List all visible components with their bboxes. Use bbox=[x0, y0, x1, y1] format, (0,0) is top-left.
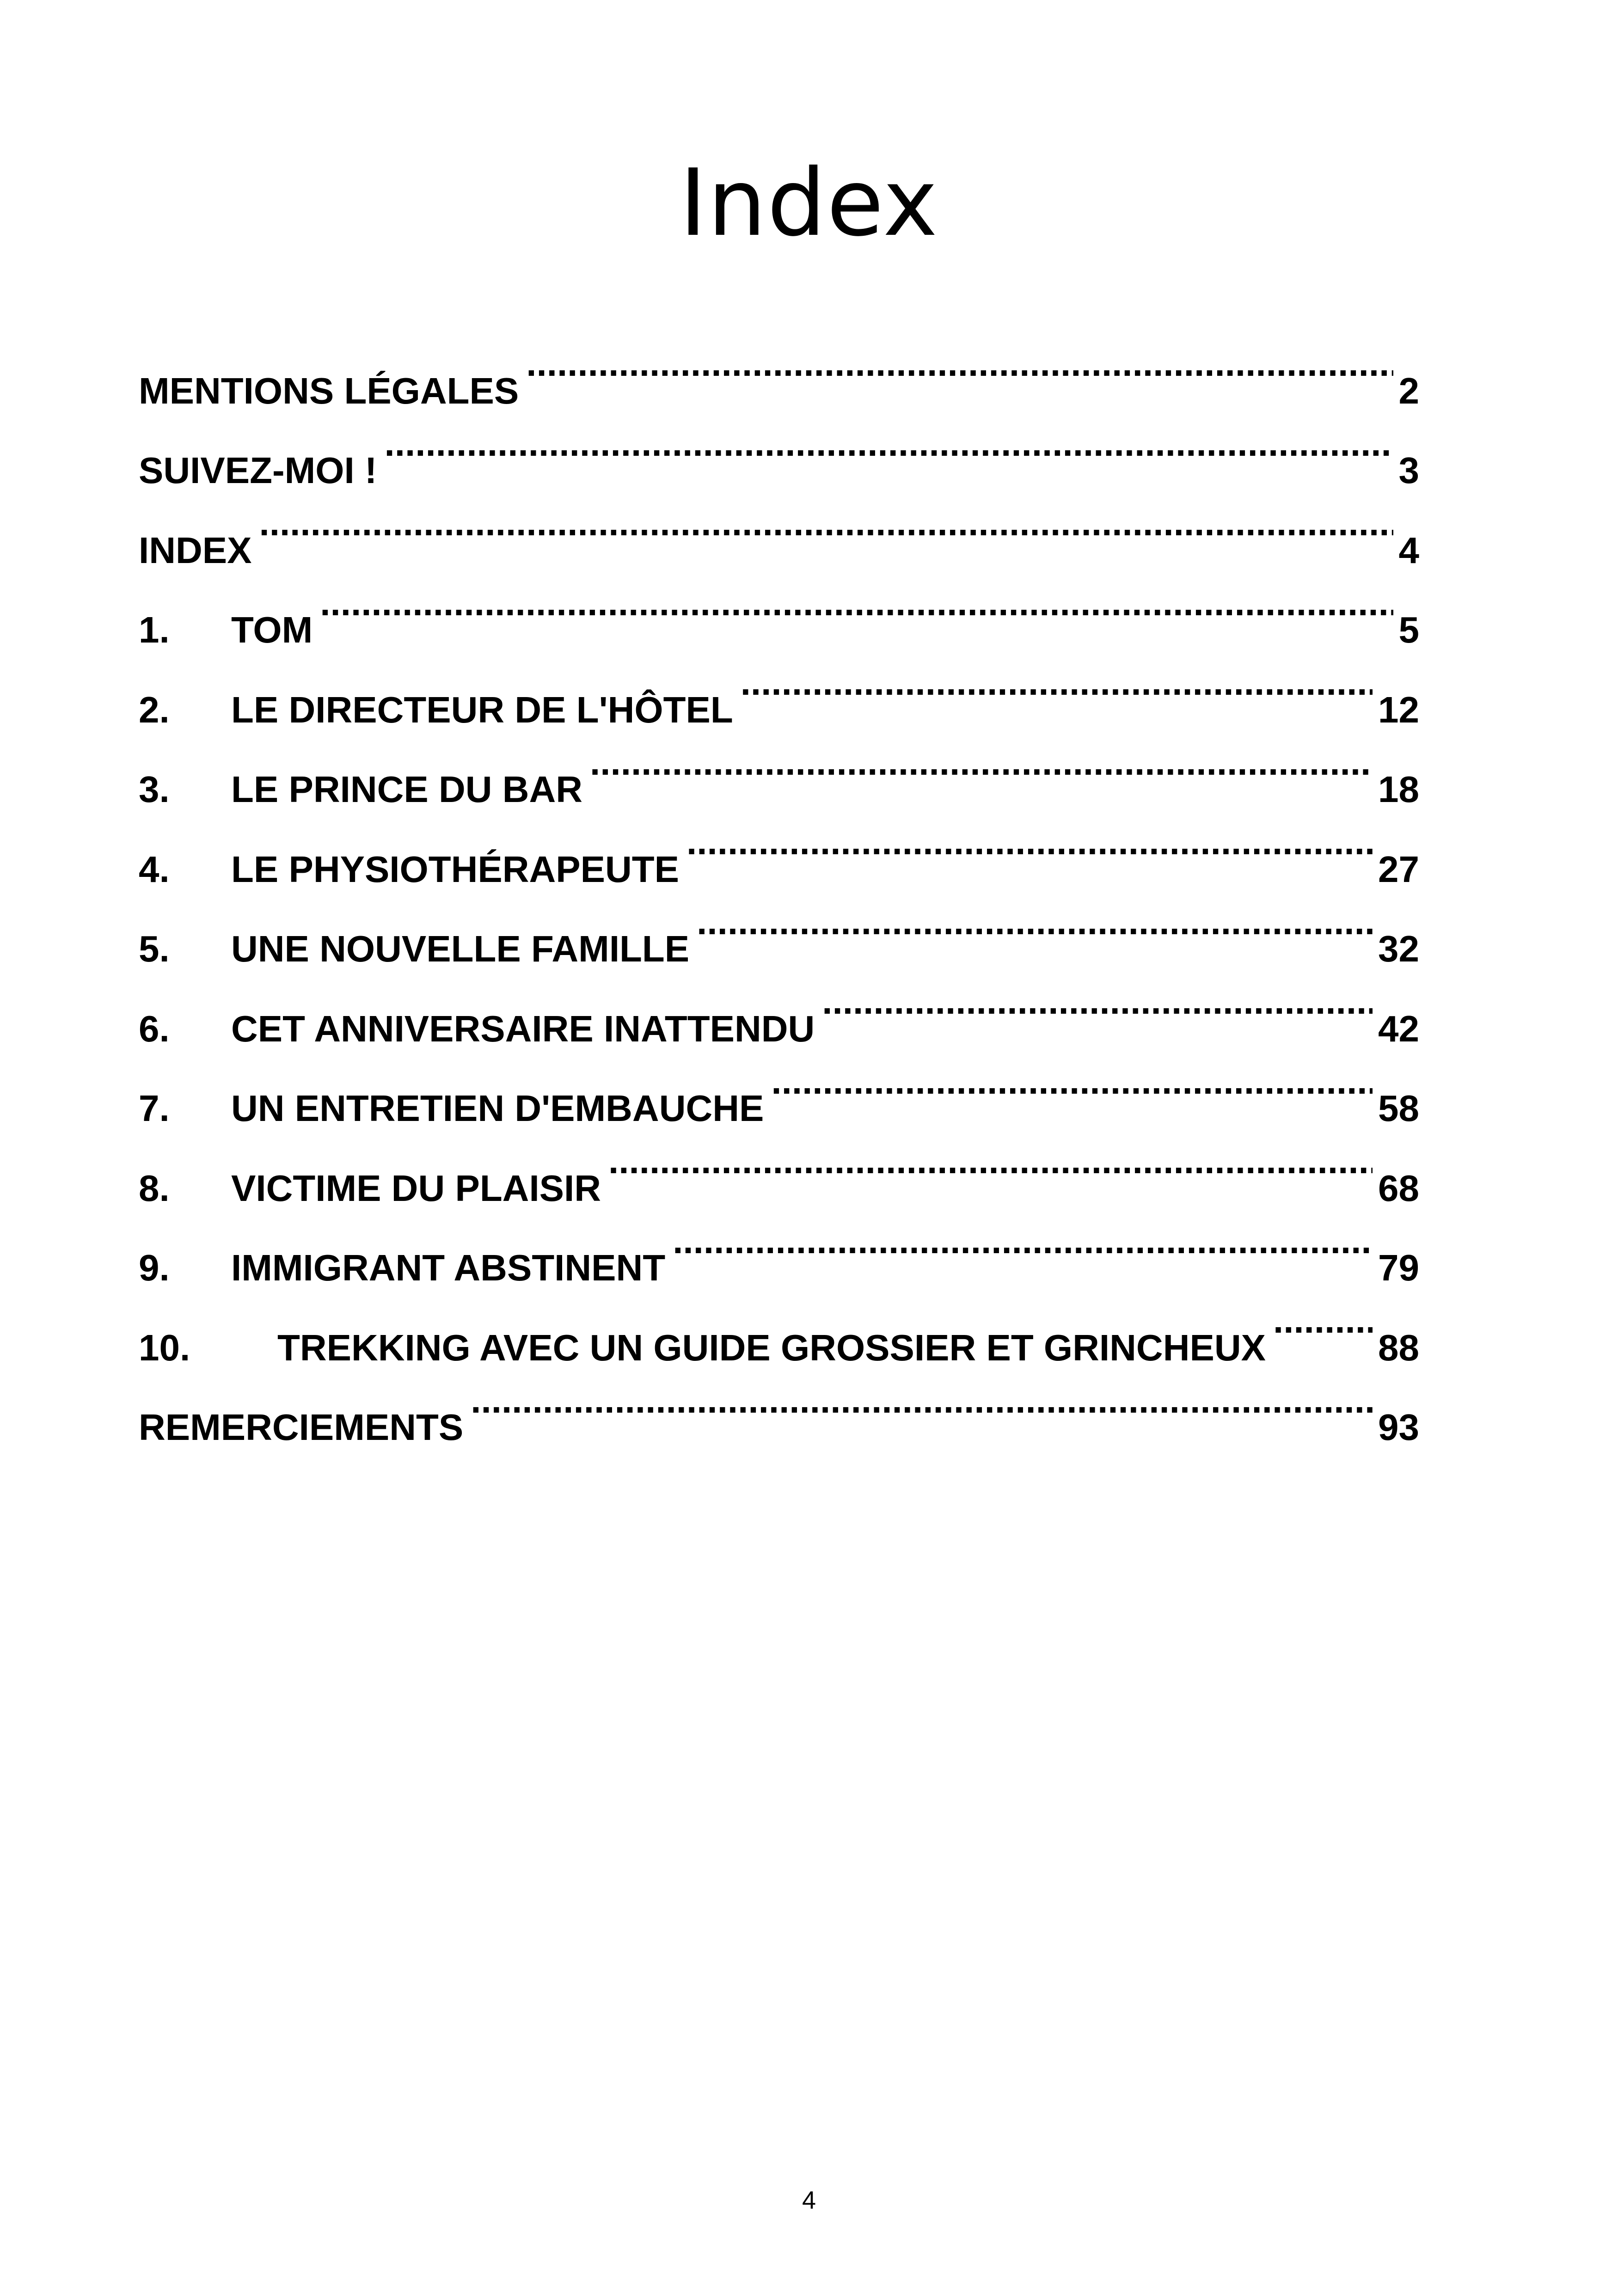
toc-entry-label: LE DIRECTEUR DE L'HÔTEL bbox=[231, 689, 733, 730]
toc-entry-label: TREKKING AVEC UN GUIDE GROSSIER ET GRINCHEUX bbox=[277, 1327, 1266, 1368]
toc-entry-page: 88 bbox=[1378, 1327, 1419, 1368]
toc-entry-label: IMMIGRANT ABSTINENT bbox=[231, 1247, 666, 1288]
page-number: 4 bbox=[802, 2186, 816, 2214]
toc-entry-label: REMERCIEMENTS bbox=[139, 1407, 464, 1448]
toc-entry-number: 3. bbox=[139, 769, 170, 810]
toc-entry-chapter-1[interactable] bbox=[139, 563, 1419, 650]
toc-entry-label: UNE NOUVELLE FAMILLE bbox=[231, 928, 690, 969]
toc-entry-label: MENTIONS LÉGALES bbox=[139, 370, 519, 411]
table-of-contents bbox=[139, 324, 1419, 1448]
toc-entry-label: CET ANNIVERSAIRE INATTENDU bbox=[231, 1008, 815, 1049]
toc-dot-leader bbox=[1273, 1280, 1373, 1360]
toc-dot-leader bbox=[822, 961, 1373, 1041]
toc-entry-page: 79 bbox=[1378, 1247, 1419, 1288]
toc-dot-leader bbox=[673, 1201, 1373, 1281]
toc-entry-label: TOM bbox=[231, 609, 313, 650]
toc-dot-leader bbox=[771, 1041, 1373, 1121]
toc-entry-number: 4. bbox=[139, 848, 170, 890]
toc-entry-page: 5 bbox=[1398, 609, 1419, 650]
toc-entry-number: 7. bbox=[139, 1088, 170, 1129]
toc-entry-label: UN ENTRETIEN D'EMBAUCHE bbox=[231, 1088, 764, 1129]
toc-entry-chapter-2[interactable] bbox=[139, 643, 1419, 730]
toc-entry-page: 68 bbox=[1378, 1167, 1419, 1209]
toc-entry-page: 18 bbox=[1378, 769, 1419, 810]
toc-dot-leader bbox=[526, 324, 1393, 404]
toc-entry-page: 27 bbox=[1378, 848, 1419, 890]
toc-entry-label: SUIVEZ-MOI ! bbox=[139, 450, 377, 491]
toc-dot-leader bbox=[697, 882, 1373, 962]
toc-entry-label: LE PRINCE DU BAR bbox=[231, 769, 583, 810]
toc-entry-mentions-legales[interactable] bbox=[139, 324, 1419, 411]
toc-dot-leader bbox=[259, 483, 1393, 563]
toc-entry-label: INDEX bbox=[139, 529, 252, 571]
toc-dot-leader bbox=[471, 1360, 1373, 1440]
toc-entry-number: 9. bbox=[139, 1247, 170, 1288]
toc-entry-label: LE PHYSIOTHÉRAPEUTE bbox=[231, 848, 680, 890]
toc-dot-leader bbox=[686, 802, 1373, 882]
toc-entry-number: 5. bbox=[139, 928, 170, 969]
toc-entry-page: 58 bbox=[1378, 1088, 1419, 1129]
toc-entry-page: 2 bbox=[1398, 370, 1419, 411]
toc-entry-number: 8. bbox=[139, 1167, 170, 1209]
toc-entry-page: 32 bbox=[1378, 928, 1419, 969]
toc-dot-leader bbox=[385, 404, 1393, 484]
toc-dot-leader bbox=[608, 1121, 1373, 1201]
toc-dot-leader bbox=[320, 563, 1393, 643]
toc-dot-leader bbox=[741, 643, 1373, 722]
toc-entry-page: 3 bbox=[1398, 450, 1419, 491]
toc-dot-leader bbox=[590, 722, 1373, 802]
toc-entry-number: 10. bbox=[139, 1327, 190, 1368]
toc-entry-number: 1. bbox=[139, 609, 170, 650]
toc-entry-page: 12 bbox=[1378, 689, 1419, 730]
toc-entry-number: 6. bbox=[139, 1008, 170, 1049]
toc-entry-page: 93 bbox=[1378, 1407, 1419, 1448]
page-title: Index bbox=[679, 149, 939, 257]
toc-entry-page: 4 bbox=[1398, 529, 1419, 571]
toc-entry-index[interactable] bbox=[139, 483, 1419, 571]
toc-entry-label: VICTIME DU PLAISIR bbox=[231, 1167, 601, 1209]
toc-entry-number: 2. bbox=[139, 689, 170, 730]
toc-entry-page: 42 bbox=[1378, 1008, 1419, 1049]
